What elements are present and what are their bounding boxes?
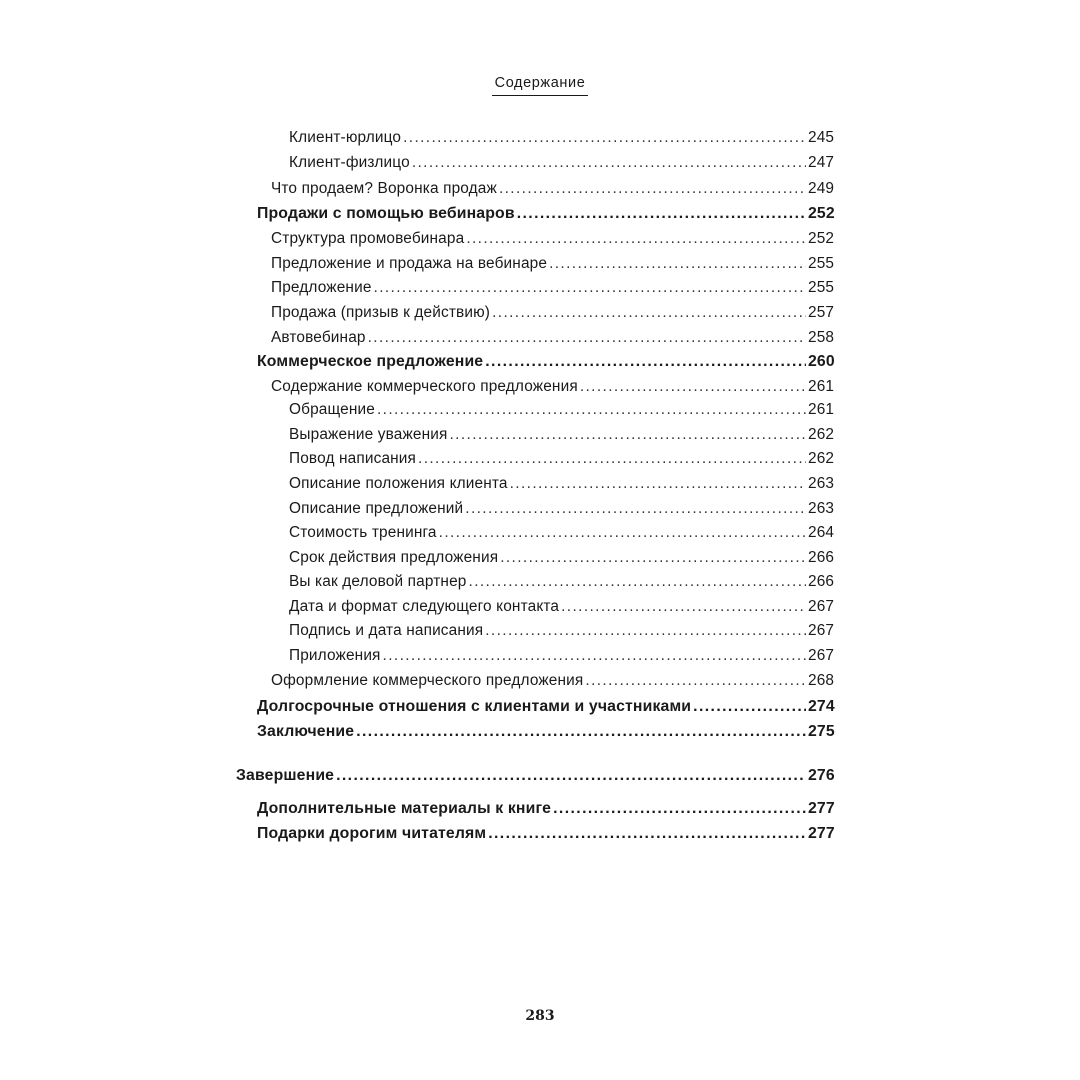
toc-entry-title: Стоимость тренинга bbox=[289, 524, 437, 541]
toc-entry bbox=[271, 373, 835, 397]
toc-entry bbox=[289, 445, 835, 469]
toc-entry-title: Дата и формат следующего контакта bbox=[289, 598, 560, 615]
toc-leader-dots bbox=[449, 425, 806, 445]
toc-entry-page: 267 bbox=[808, 647, 835, 664]
toc-leader-dots bbox=[418, 449, 806, 469]
toc-leader-dots bbox=[403, 128, 806, 148]
toc-entry bbox=[289, 396, 835, 420]
toc-leader-dots bbox=[693, 697, 806, 717]
toc-leader-dots bbox=[465, 499, 806, 519]
toc-entry-title: Описание положения клиента bbox=[289, 475, 508, 492]
toc-entry-page: 266 bbox=[808, 549, 835, 566]
toc-entry-title: Выражение уважения bbox=[289, 426, 448, 443]
toc-entry-title: Обращение bbox=[289, 401, 375, 418]
toc-entry-page: 252 bbox=[808, 205, 835, 222]
toc-entry-title: Что продаем? Воронка продаж bbox=[271, 180, 497, 197]
toc-entry-title: Продажа (призыв к действию) bbox=[271, 304, 491, 321]
toc-entry-title: Дополнительные материалы к книге bbox=[257, 800, 552, 817]
toc-entry bbox=[257, 200, 835, 224]
toc-entry-page: 257 bbox=[808, 304, 835, 321]
toc-leader-dots bbox=[485, 621, 806, 641]
toc-entry-page: 261 bbox=[808, 401, 835, 418]
toc-entry bbox=[289, 593, 835, 617]
running-header bbox=[0, 74, 1080, 96]
toc-entry-title: Продажи с помощью вебинаров bbox=[257, 205, 515, 222]
toc-leader-dots bbox=[368, 328, 806, 348]
toc-entry-page: 267 bbox=[808, 622, 835, 639]
toc-entry-title: Приложения bbox=[289, 647, 381, 664]
toc-leader-dots bbox=[488, 824, 806, 844]
toc-leader-dots bbox=[492, 303, 806, 323]
toc-entry-page: 260 bbox=[808, 353, 835, 370]
toc-entry-title: Срок действия предложения bbox=[289, 549, 499, 566]
toc-entry-title: Коммерческое предложение bbox=[257, 353, 484, 370]
toc-leader-dots bbox=[356, 722, 806, 742]
toc-entry-page: 262 bbox=[808, 426, 835, 443]
toc-entry bbox=[289, 642, 835, 666]
toc-entry-page: 258 bbox=[808, 329, 835, 346]
toc-entry-page: 274 bbox=[808, 698, 835, 715]
toc-leader-dots bbox=[383, 646, 806, 666]
toc-entry bbox=[289, 470, 835, 494]
toc-entry bbox=[257, 693, 835, 717]
toc-entry-title: Подпись и дата написания bbox=[289, 622, 484, 639]
toc-entry-page: 261 bbox=[808, 378, 835, 395]
toc-entry bbox=[289, 568, 835, 592]
toc-entry-title: Предложение bbox=[271, 279, 372, 296]
toc-entry-page: 263 bbox=[808, 475, 835, 492]
toc-leader-dots bbox=[466, 229, 806, 249]
toc-entry-title: Долгосрочные отношения с клиентами и участниками bbox=[257, 698, 692, 715]
toc-entry bbox=[257, 820, 835, 844]
toc-entry-title: Описание предложений bbox=[289, 500, 464, 517]
toc-entry bbox=[289, 617, 835, 641]
toc-leader-dots bbox=[510, 474, 806, 494]
toc-leader-dots bbox=[377, 400, 806, 420]
toc-entry-page: 263 bbox=[808, 500, 835, 517]
toc-entry-title: Клиент-юрлицо bbox=[289, 129, 402, 146]
toc-entry bbox=[271, 324, 835, 348]
toc-entry-page: 276 bbox=[808, 767, 835, 784]
toc-leader-dots bbox=[469, 572, 806, 592]
toc-entry-title: Вы как деловой партнер bbox=[289, 573, 467, 590]
toc-entry-title: Содержание коммерческого предложения bbox=[271, 378, 578, 395]
toc-entry bbox=[289, 149, 835, 173]
toc-leader-dots bbox=[561, 597, 806, 617]
toc-entry-page: 277 bbox=[808, 825, 835, 842]
toc-entry-title: Предложение и продажа на вебинаре bbox=[271, 255, 548, 272]
toc-leader-dots bbox=[549, 254, 806, 274]
toc-entry-page: 249 bbox=[808, 180, 835, 197]
toc-entry-page: 267 bbox=[808, 598, 835, 615]
toc-entry-page: 275 bbox=[808, 723, 835, 740]
toc-entry-page: 264 bbox=[808, 524, 835, 541]
toc-entry-title: Клиент-физлицо bbox=[289, 154, 410, 171]
toc-leader-dots bbox=[412, 153, 806, 173]
toc-entry bbox=[289, 519, 835, 543]
toc-entry bbox=[236, 762, 835, 786]
toc-entry bbox=[271, 299, 835, 323]
toc-entry-page: 252 bbox=[808, 230, 835, 247]
toc-entry-page: 247 bbox=[808, 154, 835, 171]
toc-entry-title: Подарки дорогим читателям bbox=[257, 825, 487, 842]
toc-leader-dots bbox=[517, 204, 806, 224]
toc-entry bbox=[289, 421, 835, 445]
toc-entry-page: 255 bbox=[808, 279, 835, 296]
toc-leader-dots bbox=[336, 766, 806, 786]
toc-entry-page: 245 bbox=[808, 129, 835, 146]
toc-entry bbox=[257, 795, 835, 819]
toc-entry-title: Оформление коммерческого предложения bbox=[271, 672, 584, 689]
toc-entry-title: Повод написания bbox=[289, 450, 417, 467]
toc-entry-title: Завершение bbox=[236, 767, 335, 784]
toc-entry bbox=[289, 544, 835, 568]
toc-leader-dots bbox=[500, 548, 806, 568]
toc-entry bbox=[289, 124, 835, 148]
toc-leader-dots bbox=[485, 352, 806, 372]
toc-leader-dots bbox=[374, 278, 806, 298]
toc-entry bbox=[257, 718, 835, 742]
toc-entry bbox=[271, 667, 835, 691]
toc-leader-dots bbox=[499, 179, 806, 199]
page-number: 283 bbox=[525, 1008, 555, 1024]
toc-entry bbox=[271, 274, 835, 298]
toc-entry bbox=[271, 175, 835, 199]
toc-leader-dots bbox=[553, 799, 806, 819]
toc-entry-title: Автовебинар bbox=[271, 329, 366, 346]
toc-entry-title: Заключение bbox=[257, 723, 355, 740]
toc-entry bbox=[271, 225, 835, 249]
toc-entry bbox=[289, 495, 835, 519]
toc-entry-page: 262 bbox=[808, 450, 835, 467]
toc-leader-dots bbox=[585, 671, 806, 691]
toc-entry-page: 268 bbox=[808, 672, 835, 689]
toc-entry-page: 266 bbox=[808, 573, 835, 590]
toc-leader-dots bbox=[439, 523, 806, 543]
toc-entry bbox=[271, 250, 835, 274]
toc-entry-page: 277 bbox=[808, 800, 835, 817]
toc-entry-title: Структура промовебинара bbox=[271, 230, 465, 247]
toc-leader-dots bbox=[580, 377, 806, 397]
toc-entry bbox=[257, 348, 835, 372]
toc-entry-page: 255 bbox=[808, 255, 835, 272]
running-header-title: Содержание bbox=[492, 75, 589, 96]
